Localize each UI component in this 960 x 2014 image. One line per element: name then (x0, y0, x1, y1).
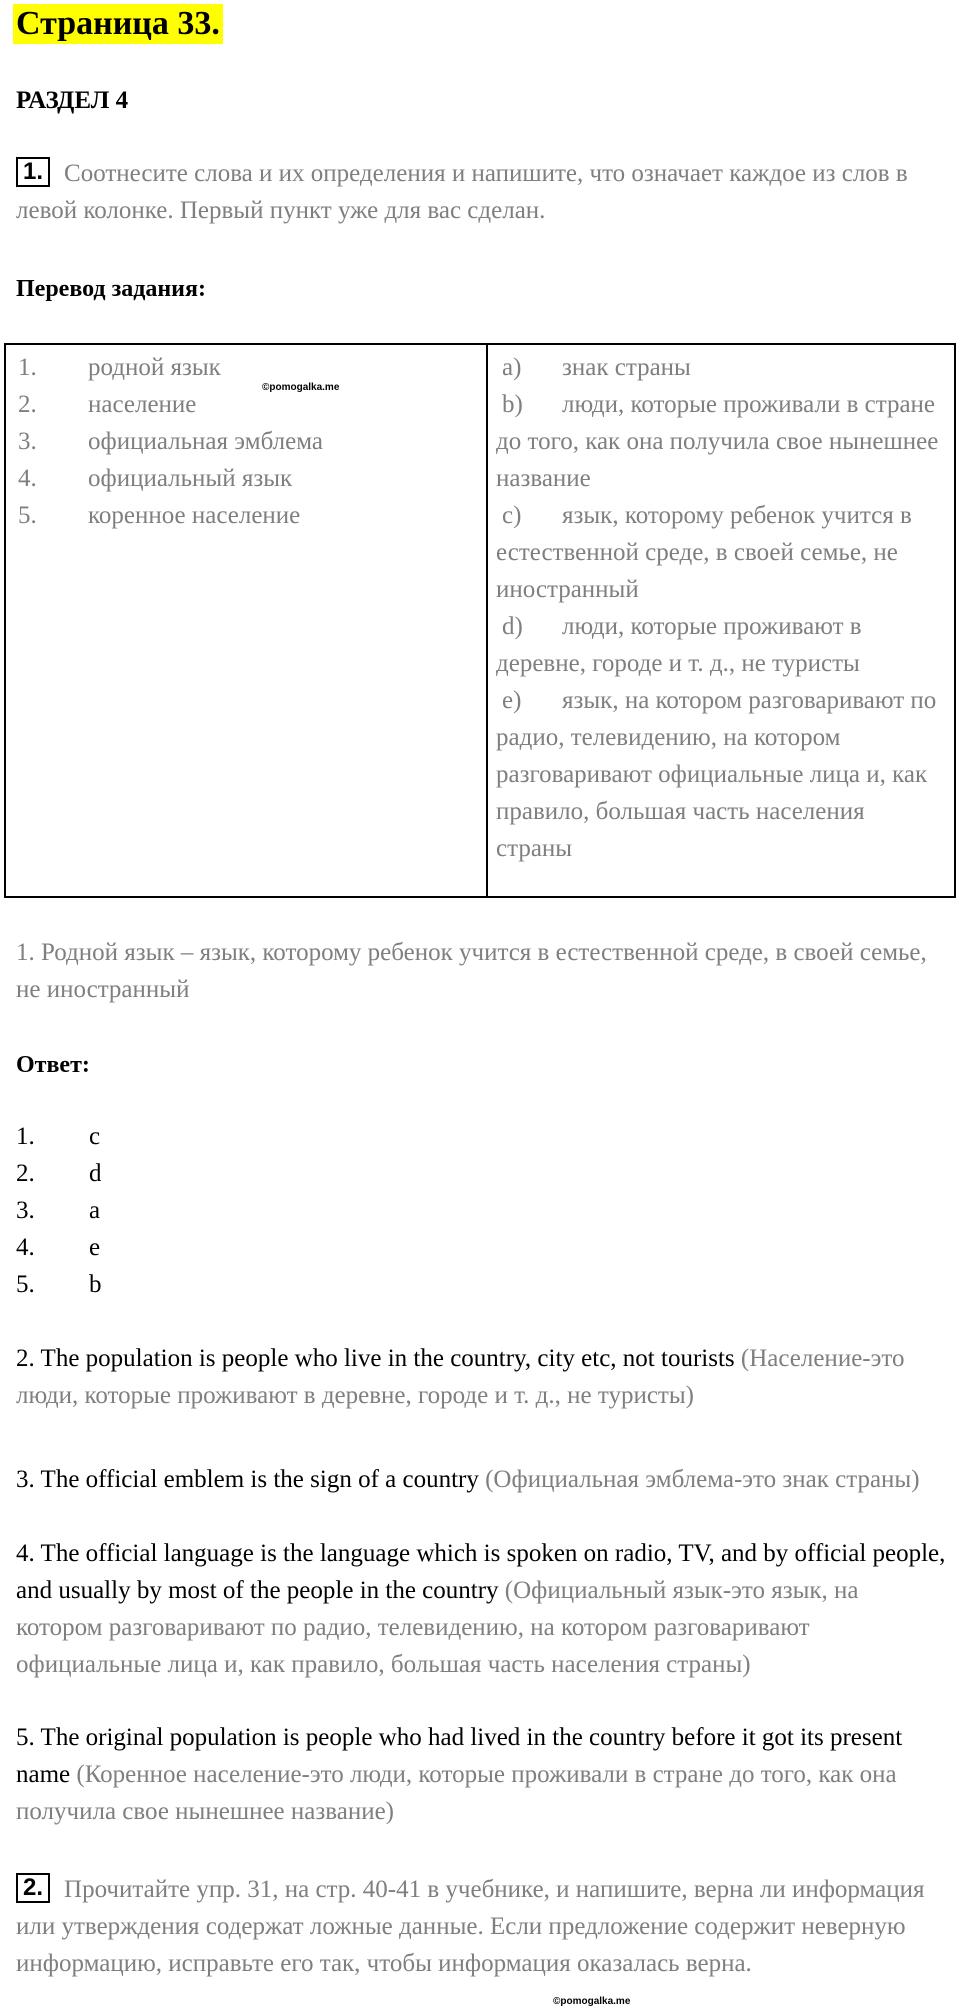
watermark-bottom: ©pomogalka.me (553, 1996, 631, 2007)
term-item (18, 497, 478, 534)
sentence-russian: (Официальная эмблема-это знак страны) (485, 1466, 920, 1493)
term-number: 2. (18, 391, 37, 418)
definition-letter: e) (502, 687, 522, 714)
sentence-english: 2. The population is people who live in the country, city etc, not tourists (16, 1345, 735, 1372)
example-answer: 1. Родной язык – язык, которому ребенок учится в естественной среде, в своей семье, не иностранный (16, 939, 927, 1003)
answer-letter: e (89, 1234, 101, 1261)
sentence-3 (16, 1461, 946, 1498)
answer-letter: d (89, 1160, 102, 1187)
sentence-english: 5. The original population is people who had lived in the country before it got its present name (16, 1724, 903, 1788)
answer-item (16, 1229, 102, 1266)
definition-text: люди, которые проживают в деревне, городе и т. д., не туристы (496, 613, 862, 677)
term-text: официальный язык (88, 465, 293, 492)
sentence-english: 3. The official emblem is the sign of a country (16, 1466, 479, 1493)
sentence-4 (16, 1535, 946, 1683)
definition-item (496, 497, 946, 608)
answer-number: 1. (16, 1123, 35, 1150)
task-2-text: Прочитайте упр. 31, на стр. 40-41 в учебнике, и напишите, верна ли информация или утверждения содержат ложные данные. Если предложение содержит неверную информацию, исправьте его так, чтобы информация оказалась верна. (16, 1876, 925, 1977)
definition-text: знак страны (562, 354, 691, 381)
definition-letter: c) (502, 502, 522, 529)
definition-text: люди, которые проживали в стране до того, как она получила свое нынешнее название (496, 391, 939, 492)
translation-label: Перевод задания: (16, 276, 206, 302)
definition-letter: b) (502, 391, 523, 418)
answer-letter: a (89, 1197, 101, 1224)
terms-column (5, 344, 487, 897)
answer-item (16, 1155, 102, 1192)
definition-item (496, 386, 946, 497)
sentence-2 (16, 1340, 946, 1414)
definition-item (496, 608, 946, 682)
term-number: 1. (18, 354, 37, 381)
sentence-english: 4. The official language is the language which is spoken on radio, TV, and by official people, and usually by most of the people in the country (16, 1540, 946, 1604)
answer-letter: c (89, 1123, 101, 1150)
watermark-top: ©pomogalka.me (262, 382, 340, 393)
definition-text: язык, на котором разговаривают по радио, телевидению, на котором разговаривают официальные лица и, как правило, большая часть населения страны (496, 687, 937, 862)
term-item (18, 460, 478, 497)
term-number: 5. (18, 502, 37, 529)
answer-number: 2. (16, 1160, 35, 1187)
sentence-russian: (Официальный язык-это язык, на котором разговаривают по радио, телевидению, на котором разговаривают официальные лица и, как правило, большая часть населения страны) (16, 1577, 859, 1678)
section-title: РАЗДЕЛ 4 (16, 87, 129, 114)
term-item (18, 386, 478, 423)
term-number: 3. (18, 428, 37, 455)
answer-letter: b (89, 1271, 102, 1298)
term-text: родной язык (88, 354, 221, 381)
definition-item (496, 349, 946, 386)
sentence-russian: (Население-это люди, которые проживают в деревне, городе и т. д., не туристы) (16, 1345, 905, 1409)
answer-number: 5. (16, 1271, 35, 1298)
page-title: Страница 33. (13, 4, 223, 44)
term-text: население (88, 391, 197, 418)
answer-item (16, 1118, 102, 1155)
task-1-text: Соотнесите слова и их определения и напишите, что означает каждое из слов в левой колонке. Первый пункт уже для вас сделан. (16, 160, 908, 224)
task-1-number: 1. (16, 157, 50, 187)
answer-number: 3. (16, 1197, 35, 1224)
answer-list (16, 1118, 102, 1303)
sentence-5 (16, 1719, 946, 1830)
task-2-number: 2. (16, 1873, 50, 1903)
definition-letter: d) (502, 613, 523, 640)
term-item (18, 423, 478, 460)
definition-text: язык, которому ребенок учится в естественной среде, в своей семье, не иностранный (496, 502, 912, 603)
task-2 (16, 1871, 946, 1982)
answer-item (16, 1192, 102, 1229)
definition-letter: a) (502, 354, 522, 381)
definition-item (496, 682, 946, 867)
term-text: коренное население (88, 502, 301, 529)
definitions-column (487, 344, 955, 897)
task-1 (16, 155, 946, 229)
term-item (18, 349, 478, 386)
term-number: 4. (18, 465, 37, 492)
term-text: официальная эмблема (88, 428, 323, 455)
answer-item (16, 1266, 102, 1303)
matching-table (4, 343, 956, 898)
answer-label: Ответ: (16, 1052, 90, 1078)
sentence-russian: (Коренное население-это люди, которые проживали в стране до того, как она получила свое нынешнее название) (16, 1761, 897, 1825)
answer-number: 4. (16, 1234, 35, 1261)
